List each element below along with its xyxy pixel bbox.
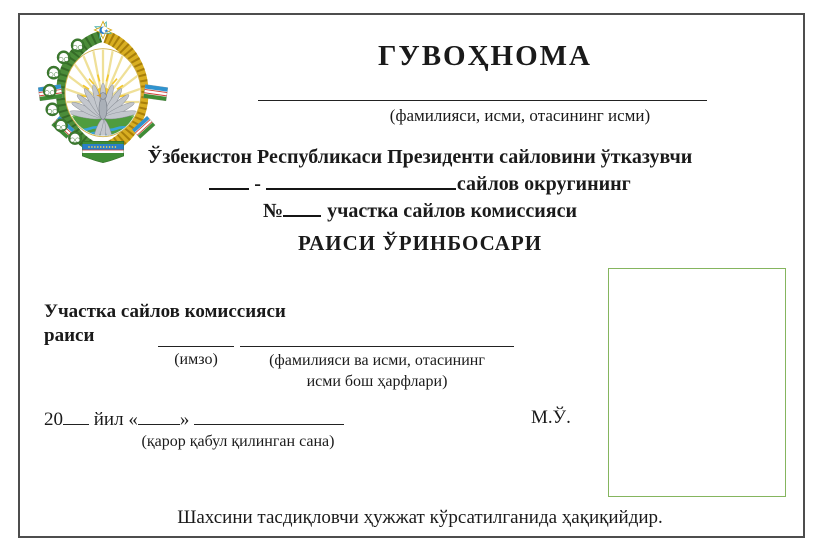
recipient-name-hint: (фамилияси, исми, отасининг исми) <box>389 106 651 125</box>
precinct-number-blank <box>283 198 321 217</box>
signer-role-line2: раиси <box>44 324 95 346</box>
precinct-number-sign: № <box>262 200 284 222</box>
signer-name-hint-line1: (фамилияси ва исми, отасининг <box>269 352 485 369</box>
close-quote: » <box>179 409 190 431</box>
year-prefix: 20 <box>44 409 63 431</box>
signer-name-hint-line2: исми бош ҳарфлари) <box>306 372 448 390</box>
seal-placeholder: М.Ў. <box>531 407 571 428</box>
district-number-blank <box>209 171 249 190</box>
signer-role-line1: Участка сайлов комиссияси <box>44 301 286 322</box>
open-quote: « <box>128 409 138 431</box>
signer-name-line <box>240 333 514 347</box>
election-statement-line: Ўзбекистон Республикаси Президенти сайловини ўтказувчи <box>147 146 693 168</box>
signature-line <box>158 333 234 347</box>
month-blank <box>194 407 344 425</box>
precinct-line <box>18 198 822 223</box>
precinct-suffix: участка сайлов комиссияси <box>327 200 577 222</box>
district-line <box>18 171 822 196</box>
district-dash: - <box>254 173 261 195</box>
signer-name-hint <box>240 351 514 393</box>
date-line <box>44 407 344 431</box>
document-title: ГУВОҲНОМА <box>377 40 592 72</box>
validity-footer: Шахсини тасдиқловчи ҳужжат кўрсатилганида ҳақиқийдир. <box>177 507 663 528</box>
date-hint: (қарор қабул қилинган сана) <box>141 433 335 450</box>
recipient-name-line <box>258 86 707 101</box>
photo-box <box>608 268 786 497</box>
signature-hint: (имзо) <box>174 351 218 368</box>
district-name-blank <box>266 171 456 190</box>
district-suffix: сайлов округининг <box>456 173 631 195</box>
year-word: йил <box>93 409 124 431</box>
year-blank <box>63 407 89 425</box>
position-title: РАИСИ ЎРИНБОСАРИ <box>297 231 543 255</box>
day-blank <box>138 407 180 425</box>
